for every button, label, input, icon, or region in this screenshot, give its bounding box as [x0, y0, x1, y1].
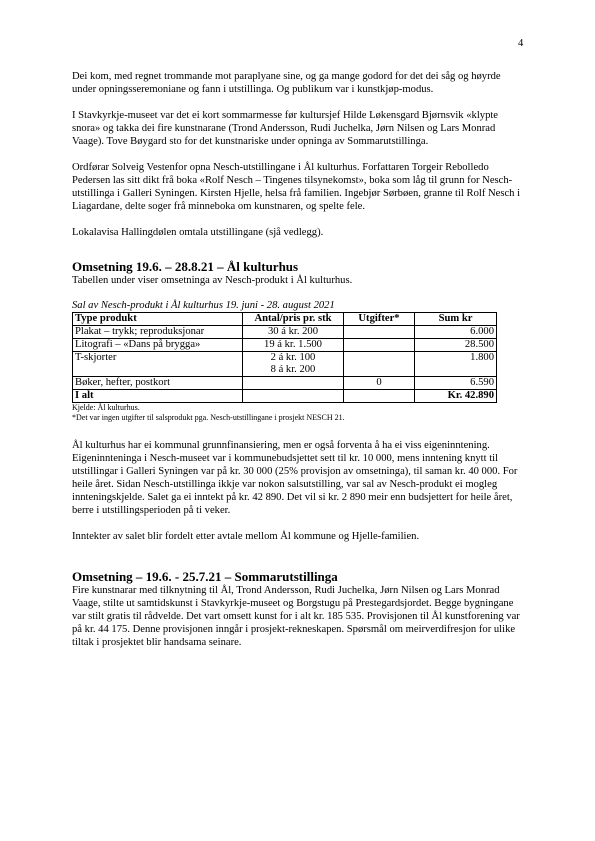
document-body	[72, 70, 524, 649]
table-cell: Bøker, hefter, postkort	[73, 377, 243, 390]
table-cell: I alt	[73, 390, 243, 403]
sales-table	[72, 312, 497, 403]
section1-body-1: Ål kulturhus har ei kommunal grunnfinansiering, men er også forventa å ha ei viss eigeninntening. Eigeninnteninga i Nesch-museet var i kommunebudsjettet sett til kr. 10 000, mens inntening knytt til utstillingar i Galleri Syningen var på kr. 30 000 (25% provisjon av omsetninga), til saman kr. 40 000. For heile året. Sidan Nesch-utstillinga ikkje var nokon salsutstilling, var sal av Nesch-produkt ei mogleg innteningskjelde. Salet ga ei inntekt på kr. 42 890. Det vil si kr. 2 890 meir enn budsjettert for heile året, berre i utstillingsperioden på ti veker.	[72, 440, 518, 516]
intro-paragraph-4: Lokalavisa Hallingdølen omtala utstillingane (sjå vedlegg).	[72, 227, 324, 238]
table-cell	[344, 352, 415, 377]
table-cell: 6.000	[415, 326, 497, 339]
table-cell: 30 á kr. 200	[243, 326, 344, 339]
table-cell	[344, 390, 415, 403]
section1-lead: Tabellen under viser omsetninga av Nesch-produkt i Ål kulturhus.	[72, 275, 353, 286]
table-caption: Sal av Nesch-produkt i Ål kulturhus 19. juni - 28. august 2021	[72, 300, 335, 311]
table-cell: 28.500	[415, 339, 497, 352]
table-cell: 1.800	[415, 352, 497, 377]
table-cell: 2 á kr. 100 8 á kr. 200	[243, 352, 344, 377]
intro-paragraph-1: Dei kom, med regnet trommande mot paraplyane sine, og ga mange godord for det dei såg og høyrde under opningsseremoniane og fann i utstillinga. Og publikum var i kunstkjøp-modus.	[72, 71, 501, 95]
table-footnote: *Det var ingen utgifter til salsprodukt pga. Nesch-utstillingane i prosjekt NESCH 21.	[72, 413, 345, 422]
table-header: Utgifter*	[344, 313, 415, 326]
table-row	[73, 326, 497, 339]
table-cell: Plakat – trykk; reproduksjonar	[73, 326, 243, 339]
page-number: 4	[518, 38, 524, 49]
table-cell	[344, 326, 415, 339]
table-total-row	[73, 390, 497, 403]
table-cell: 0	[344, 377, 415, 390]
table-cell: Litografi – «Dans på brygga»	[73, 339, 243, 352]
table-cell: T-skjorter	[73, 352, 243, 377]
table-row	[73, 377, 497, 390]
table-header-row	[73, 313, 497, 326]
table-source: Kjelde: Ål kulturhus.	[72, 403, 140, 412]
table-cell	[344, 339, 415, 352]
section1-heading: Omsetning 19.6. – 28.8.21 – Ål kulturhus	[72, 259, 299, 274]
table-cell: 19 á kr. 1.500	[243, 339, 344, 352]
table-row	[73, 339, 497, 352]
table-row	[73, 352, 497, 377]
table-cell: Kr. 42.890	[415, 390, 497, 403]
table-cell	[243, 377, 344, 390]
section2-body: Fire kunstnarar med tilknytning til Ål, Trond Andersson, Rudi Juchelka, Jørn Nilsen og Lars Monrad Vaage, stilte ut samtidskunst i Stavkyrkje-museet og Borgstugu på Prestegardsjordet. Begge bygningane var stilt gratis til rådvelde. Det vart omsett kunst for i alt kr. 185 535. Provisjonen til Ål kunstforening var på kr. 44 175. Denne provisjonen inngår i prosjekt-rekneskapen. Spørsmål om meirverdifresjon for ulike tiltak i prosjektet blir handsama seinare.	[72, 585, 520, 648]
table-header: Antal/pris pr. stk	[243, 313, 344, 326]
table-cell	[243, 390, 344, 403]
section1-body-2: Inntekter av salet blir fordelt etter avtale mellom Ål kommune og Hjelle-familien.	[72, 531, 420, 542]
table-header: Sum kr	[415, 313, 497, 326]
table-header: Type produkt	[73, 313, 243, 326]
intro-paragraph-2: I Stavkyrkje-museet var det ei kort sommarmesse før kultursjef Hilde Løkensgard Bjørnsvik «klypte snora» og takka dei fire kunstnarane (Trond Andersson, Rudi Juchelka, Jørn Nilsen og Lars Monrad Vaage). Tove Bøygard sto for det kunstnariske under opninga av Sommarutstillinga.	[72, 110, 499, 147]
table-cell: 6.590	[415, 377, 497, 390]
intro-paragraph-3: Ordførar Solveig Vestenfor opna Nesch-utstillingane i Ål kulturhus. Forfattaren Torgeir Rebolledo Pedersen las sitt dikt frå boka «Rolf Nesch – Tingenes tilsynekomst», boka som låg til grunn for Nesch-utstillinga i Galleri Syningen. Kirsten Hjelle, helsa frå familien. Ingebjør Sørbøen, granne til Rolf Nesch i Liagardane, delte soger frå minneboka om kunstnaren, og spelte fele.	[72, 162, 521, 212]
section2-heading: Omsetning – 19.6. - 25.7.21 – Sommarutstillinga	[72, 569, 338, 584]
